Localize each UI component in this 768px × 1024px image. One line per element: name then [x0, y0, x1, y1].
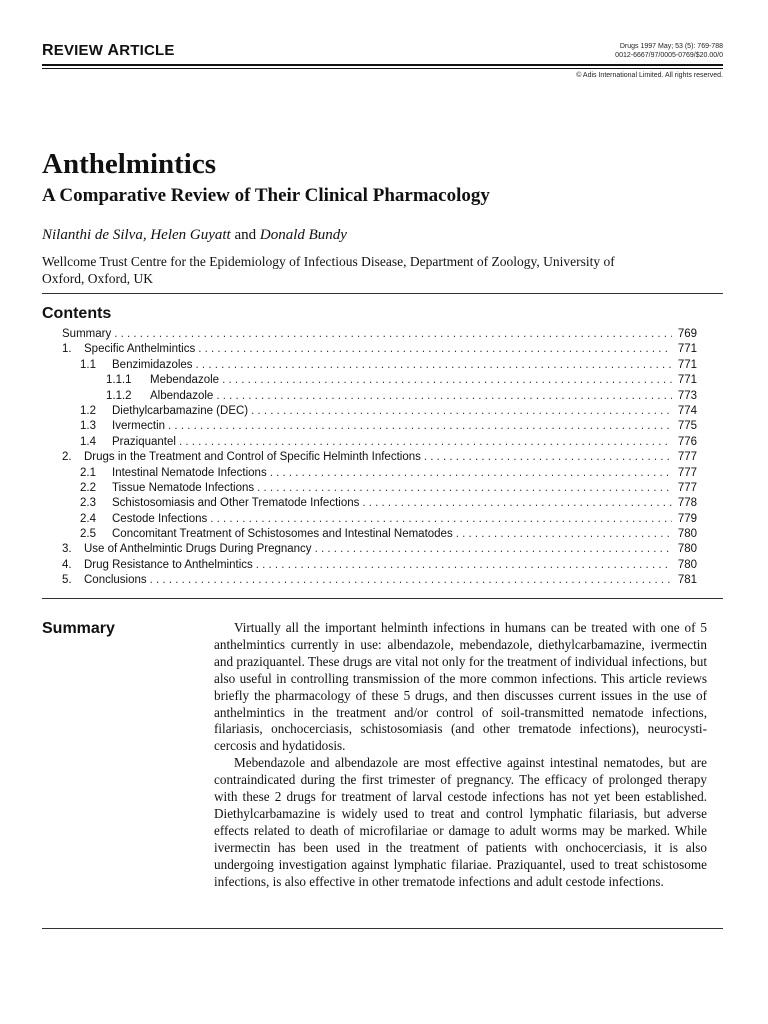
- journal-citation: [523, 42, 723, 60]
- toc-entry-page: 779: [677, 512, 697, 525]
- article-type-rest-2: RTICLE: [119, 42, 175, 59]
- toc-entry: [62, 328, 697, 343]
- toc-leader-dots: [315, 543, 672, 555]
- toc-entry-label: Cestode Infections: [112, 512, 208, 525]
- authors-italic: Nilanthi de Silva, Helen Guyatt: [42, 227, 231, 243]
- header-rule-thin: [42, 68, 723, 69]
- toc-entry-page: 781: [677, 574, 697, 587]
- summary-heading: Summary: [42, 620, 115, 637]
- toc-entry: [62, 343, 697, 358]
- toc-entry-page: 774: [677, 404, 697, 417]
- summary-paragraph-1: Virtually all the important helminth infections in humans can be treated with one of 5 anthelmintics currently in use: albendazole, mebendazole, diethylcarbamazine, ivermectin and praziquantel. These drugs are vital not only for the treatment of individual infections, but also useful in controlling transmission of the more common infections. This article reviews briefly the pharmacology of these 5 drugs, and then discusses current issues in the use of anthelmintics in the treatment and/or control of soil-transmitted nematode infections, filariasis, onchocerciasis, schistosomiasis (and other trematode infections), neurocysticercosis and hydatidosis.: [214, 620, 707, 754]
- toc-leader-dots: [270, 467, 672, 479]
- toc-leader-dots: [257, 482, 672, 494]
- toc-entry-page: 780: [677, 558, 697, 571]
- toc-entry-number: 4.: [62, 558, 72, 571]
- article-title: Anthelmintics: [42, 148, 216, 180]
- toc-entry-label: Use of Anthelmintic Drugs During Pregnancy: [84, 543, 312, 556]
- toc-entry: [62, 374, 697, 389]
- article-type-rest-1: EVIEW: [53, 42, 104, 59]
- article-type-initial-r: R: [42, 42, 54, 59]
- article-type-label: [42, 42, 175, 60]
- toc-entry-page: 777: [677, 451, 697, 464]
- toc-entry-page: 780: [677, 528, 697, 541]
- toc-entry: [62, 420, 697, 435]
- divider-above-summary: [42, 598, 723, 599]
- toc-entry-page: 777: [677, 481, 697, 494]
- author-affiliation: Wellcome Trust Centre for the Epidemiology of Infectious Disease, Department of Zoology, University of Oxford, Oxford, UK: [42, 254, 615, 286]
- toc-entry-label: Diethylcarbamazine (DEC): [112, 404, 249, 417]
- toc-entry: [62, 497, 697, 512]
- toc-entry-number: 1.4: [80, 435, 96, 448]
- toc-entry: [62, 359, 697, 374]
- contents-heading: Contents: [42, 305, 112, 322]
- toc-entry-label: Mebendazole: [150, 374, 220, 387]
- toc-entry-label: Benzimidazoles: [112, 358, 193, 371]
- toc-entry-page: 776: [677, 435, 697, 448]
- toc-entry-label: Ivermectin: [112, 420, 166, 433]
- citation-line-1: Drugs 1997 May; 53 (5): 769-788: [619, 43, 723, 50]
- toc-entry-number: 2.4: [80, 512, 96, 525]
- toc-entry-label: Summary: [62, 328, 112, 340]
- toc-entry-number: 1.3: [80, 420, 96, 433]
- toc-entry-label: Schistosomiasis and Other Trematode Infections: [112, 497, 360, 510]
- toc-entry-page: 773: [677, 389, 697, 402]
- toc-leader-dots: [456, 528, 672, 540]
- toc-entry-number: 3.: [62, 543, 72, 556]
- copyright-notice: © Adis International Limited. All rights reserved.: [576, 72, 723, 79]
- toc-entry: [62, 482, 697, 497]
- toc-entry: [62, 405, 697, 420]
- toc-entry: [62, 390, 697, 405]
- citation-line-2: 0012-6667/97/0005-0769/$20.00/0: [615, 52, 723, 59]
- toc-entry: [62, 467, 697, 482]
- toc-entry: [62, 559, 697, 574]
- toc-entry-label: Albendazole: [150, 389, 214, 402]
- toc-leader-dots: [256, 559, 672, 571]
- toc-entry: [62, 574, 697, 589]
- toc-leader-dots: [362, 497, 672, 509]
- toc-entry-page: 771: [677, 374, 697, 387]
- toc-leader-dots: [216, 390, 672, 402]
- toc-entry-label: Intestinal Nematode Infections: [112, 466, 267, 479]
- toc-leader-dots: [168, 420, 672, 432]
- toc-entry-label: Specific Anthelmintics: [84, 343, 196, 356]
- toc-entry-page: 778: [677, 497, 697, 510]
- divider-above-contents: [42, 293, 723, 294]
- toc-entry-label: Conclusions: [84, 574, 147, 587]
- toc-entry-page: 771: [677, 343, 697, 356]
- toc-entry-number: 1.: [62, 343, 72, 356]
- toc-entry: [62, 451, 697, 466]
- toc-entry: [62, 436, 697, 451]
- toc-entry: [62, 543, 697, 558]
- toc-leader-dots: [150, 574, 672, 586]
- author-list: [42, 227, 347, 244]
- toc-entry-number: 1.1: [80, 358, 96, 371]
- toc-leader-dots: [198, 343, 672, 355]
- toc-entry-label: Praziquantel: [112, 435, 176, 448]
- toc-entry-number: 1.1.2: [106, 389, 132, 402]
- toc-entry-number: 2.3: [80, 497, 96, 510]
- article-type-initial-a: A: [107, 42, 120, 59]
- toc-entry-number: 5.: [62, 574, 72, 587]
- toc-leader-dots: [210, 513, 672, 525]
- toc-entry-label: Drug Resistance to Anthelmintics: [84, 558, 253, 571]
- toc-entry-number: 2.: [62, 451, 72, 464]
- toc-entry-page: 771: [677, 358, 697, 371]
- toc-leader-dots: [424, 451, 672, 463]
- toc-entry-label: Concomitant Treatment of Schistosomes and Intestinal Nematodes: [112, 528, 453, 541]
- authors-last: Donald Bundy: [259, 227, 347, 243]
- toc-leader-dots: [114, 328, 672, 340]
- divider-below-summary: [42, 928, 723, 929]
- toc-leader-dots: [222, 374, 672, 386]
- toc-entry-label: Tissue Nematode Infections: [112, 481, 255, 494]
- header-rule-thick: [42, 64, 723, 66]
- toc-entry-number: 2.1: [80, 466, 96, 479]
- toc-leader-dots: [196, 359, 672, 371]
- toc-entry: [62, 528, 697, 543]
- toc-entry-label: Drugs in the Treatment and Control of Specific Helminth Infections: [84, 451, 421, 464]
- toc-entry-page: 780: [677, 543, 697, 556]
- article-subtitle: A Comparative Review of Their Clinical Pharmacology: [42, 185, 490, 206]
- toc-entry-number: 1.2: [80, 404, 96, 417]
- toc-leader-dots: [179, 436, 672, 448]
- toc-entry-page: 775: [677, 420, 697, 433]
- toc-entry: [62, 513, 697, 528]
- toc-entry-number: 2.5: [80, 528, 96, 541]
- toc-leader-dots: [251, 405, 672, 417]
- toc-entry-number: 1.1.1: [106, 374, 132, 387]
- toc-entry-page: 769: [677, 328, 697, 340]
- table-of-contents: [62, 328, 697, 590]
- summary-paragraph-2: Mebendazole and albendazole are most effective against intestinal nematodes, but are contraindicated during the first trimester of pregnancy. The efficacy of prolonged therapy with these 2 drugs for treatment of larval cestode infections has not yet been established. Diethylcarbamazine is widely used to treat and control lymphatic filariasis, but adverse effects related to death of microfilariae or damage to adult worms may be marked. While ivermectin has been used in the treatment of patients with onchocerciasis, it is also undergoing investigation against lymphatic filariae. Praziquantel, used to treat schistosome infections, is also effective in other trematode infections and adult cestode infections.: [214, 755, 707, 889]
- toc-entry-page: 777: [677, 466, 697, 479]
- toc-entry-number: 2.2: [80, 481, 96, 494]
- authors-and: and: [230, 227, 260, 243]
- summary-body: [214, 620, 707, 891]
